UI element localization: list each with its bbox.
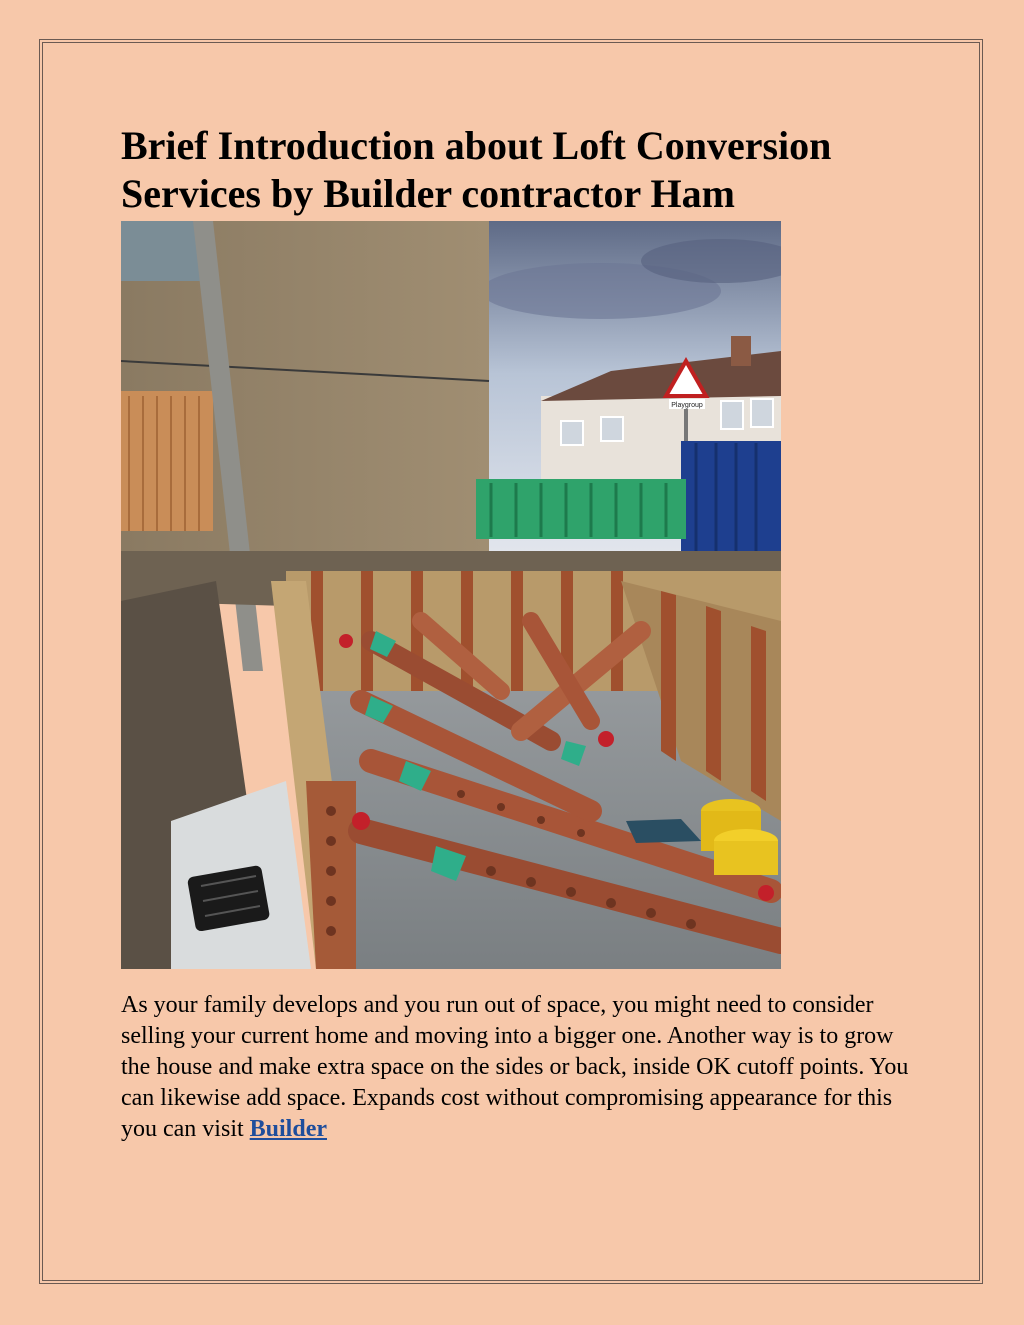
builder-link[interactable]: Builder [249, 1116, 327, 1142]
intro-paragraph-text: As your family develops and you run out of space, you might need to consider selling your current home and moving into a bigger one. Another way is to grow the house and make extra space on the sides or back, inside OK cutoff points. You can likewise add space. Expands cost without compromising appearance for this you can visit [121, 992, 909, 1142]
page-title: Brief Introduction about Loft Conversion Services by Builder contractor Ham [121, 123, 832, 216]
construction-site-photo [121, 221, 781, 969]
playgroup-sign-text: Playgroup [671, 402, 703, 409]
intro-paragraph [121, 990, 921, 1145]
